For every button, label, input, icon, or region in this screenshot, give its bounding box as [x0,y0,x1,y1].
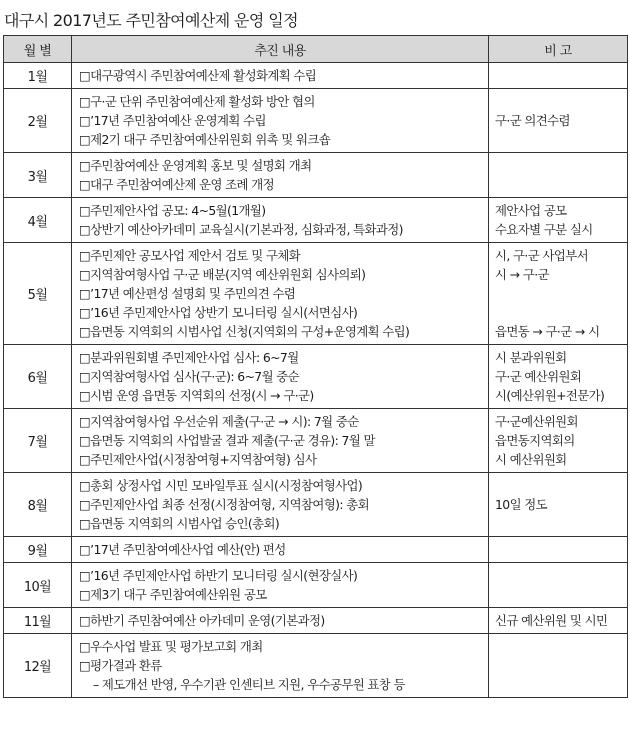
header-note: 비 고 [489,36,628,63]
note-cell [489,608,628,634]
content-line: □’16년 주민제안사업 상반기 모니터링 실시(서면심사) [79,305,358,320]
note-cell [489,63,628,89]
schedule-body [4,63,628,698]
note-cell [489,198,628,243]
content-line: □지역참여형사업 구·군 배분(지역 예산위원회 심사의뢰) [79,267,366,282]
note-line [495,476,621,495]
month-cell: 5월 [4,243,72,345]
content-cell [72,198,489,243]
schedule-table [3,35,628,698]
content-line: □우수사업 발표 및 평가보고회 개최 [79,639,263,654]
table-row [4,89,628,153]
table-row [4,198,628,243]
content-line: □지역참여형사업 심사(구·군): 6~7월 중순 [79,369,300,384]
table-row [4,473,628,537]
content-cell [72,608,489,634]
content-line: □대구광역시 주민참여예산제 활성화계획 수립 [79,68,317,83]
note-line: 시, 구·군 사업부서 [495,248,588,263]
content-line: □주민제안 공모사업 제안서 검토 및 구체화 [79,248,301,263]
content-cell [72,345,489,409]
content-line: □’17년 주민참여예산사업 예산(안) 편성 [79,542,286,557]
table-row [4,608,628,634]
content-line: □대구 주민참여예산제 운영 조례 개정 [79,177,275,192]
note-line: 제안사업 공모 [495,203,567,218]
month-cell: 8월 [4,473,72,537]
table-row [4,634,628,698]
table-row [4,537,628,563]
table-row [4,243,628,345]
content-cell [72,409,489,473]
content-line: □주민제안사업 공모: 4~5월(1개월) [79,203,266,218]
month-cell: 3월 [4,153,72,198]
content-line: □총회 상정사업 시민 모바일투표 실시(시정참여형사업) [79,478,363,493]
header-row [4,36,628,63]
content-cell [72,634,489,698]
table-row [4,409,628,473]
note-line: 신규 예산위원 및 시민 [495,613,608,628]
content-line: □구·군 단위 주민참여예산제 활성화 방안 협의 [79,94,315,109]
content-cell [72,63,489,89]
content-cell [72,89,489,153]
note-line [495,303,621,322]
content-line: □’17년 주민참여예산 운영계획 수립 [79,113,266,128]
month-cell: 7월 [4,409,72,473]
table-row [4,63,628,89]
note-line: 구·군 예산위원회 [495,369,582,384]
month-cell: 10월 [4,563,72,608]
table-row [4,563,628,608]
content-line: □평가결과 환류 [79,658,162,673]
month-cell: 1월 [4,63,72,89]
note-line: 구·군예산위원회 [495,414,578,429]
note-line: 시 예산위원회 [495,452,567,467]
content-line: □읍면동 지역회의 시범사업 승인(총회) [79,516,280,531]
table-row [4,153,628,198]
content-line: – 제도개선 반영, 우수기관 인센티브 지원, 우수공무원 표창 등 [93,677,405,692]
table-row [4,345,628,409]
content-cell [72,473,489,537]
content-cell [72,153,489,198]
note-cell [489,243,628,345]
content-line: □읍면동 지역회의 사업발굴 결과 제출(구·군 경유): 7월 말 [79,433,375,448]
month-cell: 4월 [4,198,72,243]
content-line: □주민제안사업(시정참여형+지역참여형) 심사 [79,452,317,467]
note-cell [489,409,628,473]
content-line: □주민제안사업 최종 선정(시정참여형, 지역참여형): 총회 [79,497,369,512]
note-cell [489,473,628,537]
content-line: □’17년 예산편성 설명회 및 주민의견 수렴 [79,286,296,301]
note-cell [489,634,628,698]
note-line: 수요자별 구분 실시 [495,222,593,237]
month-cell: 9월 [4,537,72,563]
content-line: □하반기 주민참여예산 아카데미 운영(기본과정) [79,613,325,628]
content-line: □분과위원회별 주민제안사업 심사: 6~7월 [79,350,299,365]
note-line [495,284,621,303]
note-line [495,92,621,111]
note-cell [489,537,628,563]
note-line: 10일 정도 [495,497,548,512]
content-line: □주민참여예산 운영계획 홍보 및 설명회 개최 [79,158,312,173]
page-title: 대구시 2017년도 주민참여예산제 운영 일정 [4,11,298,30]
note-cell [489,89,628,153]
note-line: 읍면동 → 구·군 → 시 [495,324,600,339]
note-line: 시 → 구·군 [495,267,549,282]
note-line: 시 분과위원회 [495,350,567,365]
note-line: 구·군 의견수렴 [495,113,570,128]
content-line: □지역참여형사업 우선순위 제출(구·군 → 시): 7월 중순 [79,414,359,429]
month-cell: 12월 [4,634,72,698]
note-cell [489,563,628,608]
content-line: □’16년 주민제안사업 하반기 모니터링 실시(현장실사) [79,568,358,583]
content-cell [72,563,489,608]
content-cell [72,537,489,563]
note-cell [489,345,628,409]
month-cell: 2월 [4,89,72,153]
month-cell: 11월 [4,608,72,634]
note-line: 읍면동지역회의 [495,433,575,448]
note-line: 시(예산위원+전문가) [495,388,605,403]
month-cell: 6월 [4,345,72,409]
content-line: □제3기 대구 주민참여예산위원 공모 [79,587,267,602]
content-line: □제2기 대구 주민참여예산위원회 위촉 및 워크숍 [79,132,331,147]
content-cell [72,243,489,345]
content-line: □상반기 예산아카데미 교육실시(기본과정, 심화과정, 특화과정) [79,222,403,237]
header-content: 추진 내용 [72,36,489,63]
note-cell [489,153,628,198]
header-month: 월 별 [4,36,72,63]
content-line: □읍면동 지역회의 시범사업 신청(지역회의 구성+운영계획 수립) [79,324,410,339]
content-line: □시범 운영 읍면동 지역회의 선정(시 → 구·군) [79,388,314,403]
